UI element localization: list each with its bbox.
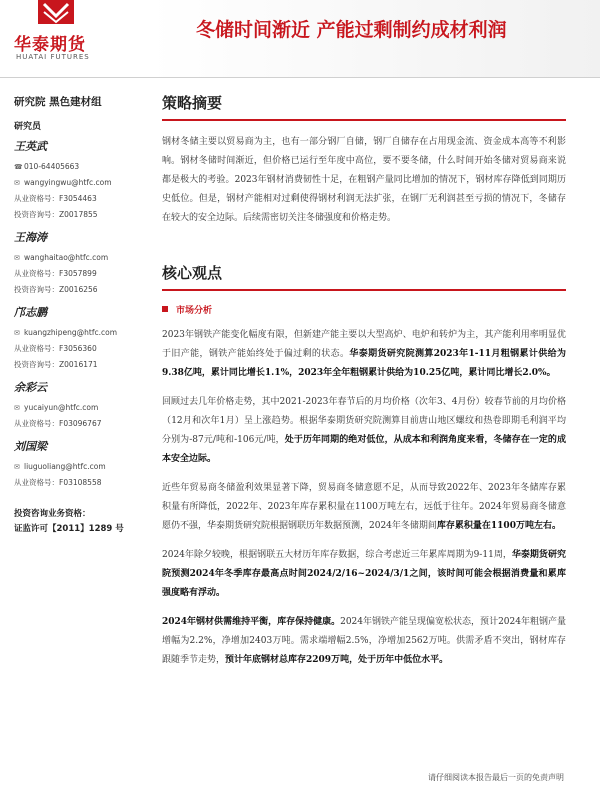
analyst-invest-license: 投资咨询号：Z0016256 <box>14 285 98 294</box>
logo-chinese-name: 华泰期货 <box>14 35 86 55</box>
analyst-license: 从业资格号：F03108558 <box>14 478 102 487</box>
email-icon: ✉ <box>14 179 20 187</box>
analysis-paragraph: 2024年除夕较晚，根据钢联五大材历年库存数据，综合考虑近三年累库周期为9-11周，华泰期货研究院预测2024年冬季库存最高点时间2024/2/16~2024/3/1之间，该时间可能会根据消费量和累库强度略有浮动。 <box>162 550 566 598</box>
department-label: 研究院 黑色建材组 <box>14 96 102 108</box>
huatai-logo-icon <box>38 0 74 28</box>
email-icon: ✉ <box>14 463 20 471</box>
analysis-paragraph: 2024年钢材供需维持平衡，库存保持健康。2024年钢铁产能呈现偏宽松状态，预计2024年粗钢产量增幅为2.2%，净增加2403万吨。需求端增幅2.5%，净增加2562万吨。供需矛盾不突出，钢材库存跟随季节走势，预计年底钢材总库存2209万吨，处于历年中低位水平。 <box>162 617 566 665</box>
analyst-email[interactable]: wanghaitao@htfc.com <box>24 253 109 262</box>
market-analysis-heading: 市场分析 <box>162 303 566 316</box>
analyst-invest-license: 投资咨询号：Z0017855 <box>14 210 98 219</box>
license-line-1: 投资咨询业务资格： <box>14 509 91 519</box>
analyst-card <box>14 379 146 432</box>
email-icon: ✉ <box>14 254 20 262</box>
business-license <box>14 507 146 537</box>
analyst-name: 余彩云 <box>14 381 47 394</box>
square-bullet-icon <box>162 306 168 312</box>
researcher-label: 研究员 <box>14 122 42 132</box>
report-title: 冬储时间渐近 产能过剩制约成材利润 <box>196 19 507 41</box>
summary-paragraph: 钢材冬储主要以贸易商为主，也有一部分钢厂自储，钢厂自储存在占用现金流、资金成本高等不利影响。钢材冬储时间渐近，但价格已运行至年度中高位，要不要冬储，什么时间开始冬储对贸易商来说都是极大的考验。2023年钢材消费韧性十足，在粗钢产量同比增加的情况下，钢材库存降低到同期历史低位。但是，钢材产能相对过剩使得钢材利润无法扩张，在钢厂无利润甚至亏损的情况下，冬储存在较大的安全边际。后续需密切关注冬储强度和价格走势。 <box>162 137 566 223</box>
email-icon: ✉ <box>14 404 20 412</box>
heading-divider <box>162 119 566 121</box>
analyst-email[interactable]: liuguoliang@htfc.com <box>24 462 106 471</box>
analysis-paragraph: 2023年钢铁产能变化幅度有限，但新建产能主要以大型高炉、电炉和转炉为主，其产能利用率明显优于旧产能，钢铁产能始终处于偏过剩的状态。华泰期货研究院测算2023年1-11月粗钢累计供给为9.38亿吨，累计同比增长1.1%，2023年全年粗钢累计供给为10.25亿吨，累计同比增长2.0%。 <box>162 330 566 378</box>
analyst-card <box>14 138 146 223</box>
analyst-email[interactable]: kuangzhipeng@htfc.com <box>24 328 117 337</box>
analyst-license: 从业资格号：F3054463 <box>14 194 97 203</box>
summary-heading: 策略摘要 <box>162 94 223 112</box>
analyst-card <box>14 438 146 491</box>
logo-english-name: HUATAI FUTURES <box>16 53 90 61</box>
email-icon: ✉ <box>14 329 20 337</box>
phone-icon: ☎ <box>14 163 23 171</box>
analysis-paragraph: 回顾过去几年价格走势，其中2021-2023年春节后的月均价格（次年3、4月份）较春节前的月均价格（12月和次年1月）呈上涨趋势。根据华泰期货研究院测算目前唐山地区螺纹和热卷即期毛利润平均分别为-87元/吨和-106元/吨，处于历年同期的绝对低位，从成本和利润角度来看，冬储存在一定的成本安全边际。 <box>162 397 566 464</box>
analyst-phone: 010-64405663 <box>24 162 80 171</box>
report-body <box>162 92 566 670</box>
analyst-email[interactable]: yucaiyun@htfc.com <box>24 403 99 412</box>
analyst-card <box>14 229 146 298</box>
heading-divider <box>162 289 566 291</box>
analyst-invest-license: 投资咨询号：Z0016171 <box>14 360 98 369</box>
analyst-email[interactable]: wangyingwu@htfc.com <box>24 178 112 187</box>
license-line-2: 证监许可【2011】1289 号 <box>14 524 124 534</box>
analyst-name: 王英武 <box>14 140 47 153</box>
analyst-sidebar <box>14 94 146 537</box>
analyst-license: 从业资格号：F3056360 <box>14 344 97 353</box>
analyst-name: 王海涛 <box>14 231 47 244</box>
analyst-license: 从业资格号：F03096767 <box>14 419 102 428</box>
report-header <box>0 0 600 78</box>
core-view-heading: 核心观点 <box>162 264 223 282</box>
analysis-paragraph: 近些年贸易商冬储盈利效果显著下降，贸易商冬储意愿不足，从而导致2022年、2023年冬储库存累积量有所降低，2022年、2023年库存累积量在1100万吨左右，远低于往年。2024年贸易商冬储意愿仍不强，华泰期货研究院根据钢联历年数据预测，2024年冬储期间库存累积量在1100万吨左右。 <box>162 483 566 531</box>
analyst-card <box>14 304 146 373</box>
analyst-name: 刘国梁 <box>14 440 47 453</box>
disclaimer-note: 请仔细阅读本报告最后一页的免责声明 <box>428 773 564 782</box>
analyst-license: 从业资格号：F3057899 <box>14 269 97 278</box>
analyst-name: 邝志鹏 <box>14 306 47 319</box>
